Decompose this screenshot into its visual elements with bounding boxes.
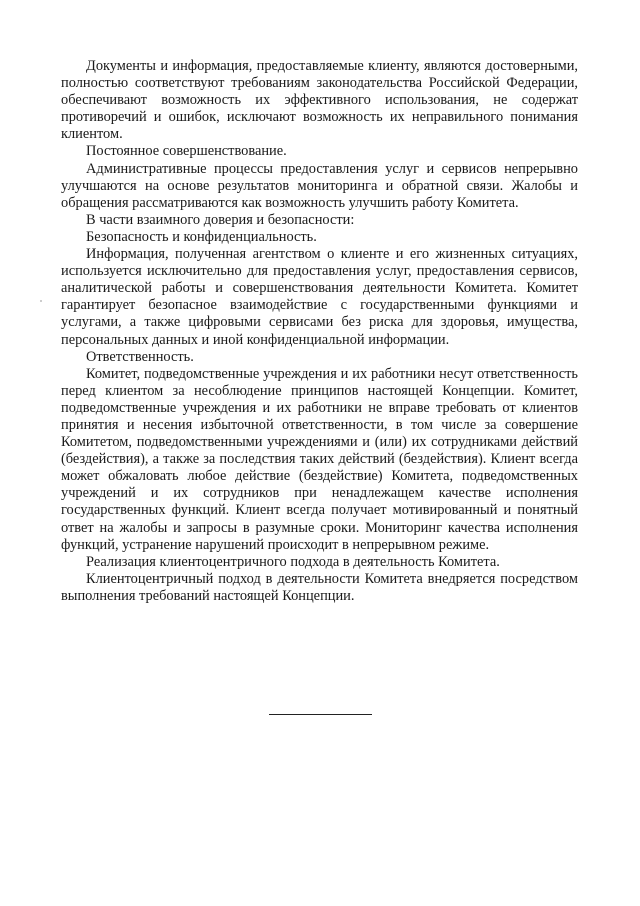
end-of-document-divider <box>269 714 372 715</box>
paragraph-responsibility: Комитет, подведомственные учреждения и их работники несут ответственность перед клиентом за несоблюдение принципов настоящей Концепции. Комитет, подведомственные учреждения и их работники не вправе требовать от клиентов принятия и несения избыточной ответственности, в том числе за совершение Комитетом, подведомственными учреждениями и (или) их сотрудниками действий (бездействия), а также за последствия таких действий (бездействия). Клиент всегда может обжаловать любое действие (бездействие) Комитета, подведомственных учреждений и их сотрудников при ненадлежащем качестве исполнения государственных функций. Клиент всегда получает мотивированный и понятный ответ на жалобы и запросы в разумные сроки. Мониторинг качества исполнения функций, устранение нарушений происходит в непрерывном режиме. <box>61 365 578 553</box>
heading-continuous-improvement: Постоянное совершенствование. <box>86 143 287 160</box>
paragraph-client-centric-approach: Клиентоцентричный подход в деятельности Комитета внедряется посредством выполнения требований настоящей Концепции. <box>61 570 578 604</box>
document-body <box>61 58 578 605</box>
heading-security-confidentiality: Безопасность и конфиденциальность. <box>86 228 317 245</box>
paragraph-documents-reliability: Документы и информация, предоставляемые клиенту, являются достоверными, полностью соответствуют требованиям законодательства Российской Федерации, обеспечивают возможность их эффективного использования, не содержат противоречий и ошибок, исключают возможность их неправильного понимания клиентом. <box>61 58 578 143</box>
paragraph-information-use: Информация, полученная агентством о клиенте и его жизненных ситуациях, используется исключительно для предоставления услуг, предоставления сервисов, аналитической работы и совершенствования деятельности Комитета. Комитет гарантирует безопасное взаимодействие с государственными функциями и услугами, а также цифровыми сервисами без риска для здоровья, имущества, персональных данных и иной конфиденциальной информации. <box>61 246 578 348</box>
scan-speck <box>40 300 42 302</box>
paragraph-processes-improvement: Административные процессы предоставления услуг и сервисов непрерывно улучшаются на основе результатов мониторинга и обратной связи. Жалобы и обращения рассматриваются как возможность улучшить работу Комитета. <box>61 160 578 211</box>
heading-trust-and-security: В части взаимного доверия и безопасности: <box>86 211 355 228</box>
heading-responsibility: Ответственность. <box>86 348 194 365</box>
heading-client-centric-implementation: Реализация клиентоцентричного подхода в деятельность Комитета. <box>86 553 500 570</box>
